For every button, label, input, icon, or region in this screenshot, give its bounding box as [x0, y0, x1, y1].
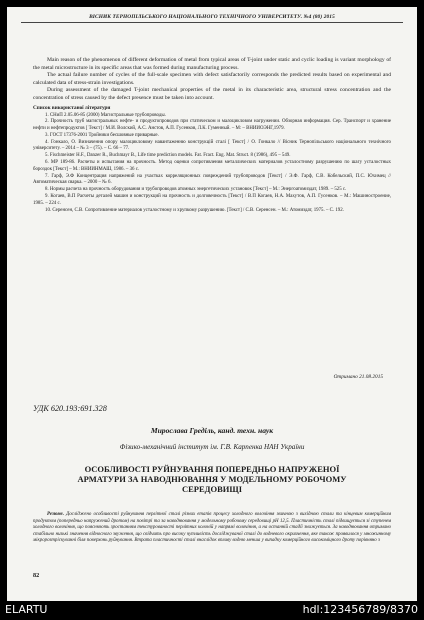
- article-title: ОСОБЛИВОСТІ РУЙНУВАННЯ ПОПЕРЕДНЬО НАПРУЖЕНОЇ АРМАТУРИ ЗА НАВОДНЮВАННЯ У МОДЕЛЬНОМУ РОБОЧОМУ СЕРЕДОВИЩІ: [77, 464, 347, 494]
- paragraph: The actual failure number of cycles of the full-scale specimen with defect satisfactorily corresponds the predicted results based on experimental and calculated data of stress-strain investigations.: [33, 72, 391, 86]
- references-list: [33, 113, 391, 215]
- abstract-label: Резюме.: [47, 512, 64, 517]
- abstract-text: Досліджено особливості руйнування перлітної сталі різних етапів процесу холодного волочіння звичною з вихідною стали та кінцевим комерційним продуктом (попередньо напружений дротом) на повітрі та за наводнювання у модельному робочому середовищі pH 12,5. Пластичність сталі підвищується зі ступенем холодного волочіння, що пояснюють зростанням текстурованості перлітних колоній у напрямі волочіння, а на останній стадії знижується. За наводнювання отримано стабільно низькі значення відносного звуження, що свідчить про високу чутливість досліджуваної сталі до водневого окрихчення, яке також проявилося у множинному мікророзтріскуванні біля поверхонь руйнування. Втрата пластичності сталі внаслідок впливу водню менша у випадку комерційного високоміцного дроту порівняно з: [33, 512, 391, 544]
- reference-item: 5. Fischmeister H.F., Danzer R., Buchmayr B., Life time prediction models. Fat. Fract. Eng. Mat. Struct. 8 (1986), 495 – 549.: [45, 153, 291, 159]
- reference-item: 10. Серенсен, С.В. Сопротивление материалов усталостному и хрупкому разрушению. [Текст] / С.В. Серенсен. – М.: Атомиздат, 1975. – С. 192.: [45, 207, 344, 213]
- reference-item: 4. Гонкало, О. Визначення опору малоцикловому навантаженню конструкцій сталі [ Текст] / О. Гонкало // Вісник Тернопільського національного технічного університету. – 2014 – № 3 – (75). – С. 66 – 77.: [33, 139, 391, 152]
- reference-item: 2. Прочность труб магистральных нефте- и продуктопроводов при статическом и малоцикловом нагружении. Обзорная информация. Сер. Транспорт и хранение нефти и нефтепродуктов [ Текст] / М.И. Волский, А.С. Анстов, А.П. Гусенков, Л.К. Гуменный. – М: – ВНИИОЭНГ,1979.: [33, 119, 391, 132]
- article-content: [33, 57, 391, 214]
- journal-header: ВІСНИК ТЕРНОПІЛЬСЬКОГО НАЦІОНАЛЬНОГО ТЕХНІЧНОГО УНІВЕРСИТЕТУ. №4 (80) 2015: [21, 14, 403, 23]
- reference-item: 7. Гарф, Э.Ф Концентрация напряжений на участках корреляционных повреждений трубопроводов [Текст] / Э.Ф. Гарф, С.В. Кобельский, П.С. Юхимец // Автоматическая сварка. – 2000 – № 6.: [33, 173, 391, 186]
- document-page: [7, 7, 417, 601]
- reference-item: 1. СНиП 2.05.06-85 (2000) Магистральные трубопроводы.: [45, 112, 166, 118]
- author-name: Мирослава Греділь, канд. техн. наук: [150, 426, 274, 435]
- author-affiliation: Фізико-механічний інститут ім. Г.В. Карпенка НАН України: [119, 443, 305, 451]
- footer-handle-id: hdl:123456789/8370: [302, 603, 418, 616]
- page-number: 82: [33, 572, 40, 579]
- reference-item: 6. МР 189-86. Расчеты и испытания на прочность. Метод оценки сопротивления металлических материалов усталостному разрушению по шагу усталостных бороздок [Текст] – М.: ВНИИНМАШ, 1986. – 36 с.: [33, 160, 391, 172]
- abstract: [33, 512, 391, 545]
- paragraph: During assessment of the damaged T-joint mechanical properties of the metal in its characteristic area, structural stress concentration and the concentration of stress caused by the defect presence must be taken into account.: [33, 87, 391, 101]
- reference-item: 8. Нормы расчета на прочность оборудования и трубопроводов атомных энергетических установок [Текст] – М.: Энергоатомиздат, 1989. – 525 с.: [45, 187, 347, 193]
- paragraph: Main reason of the phenomenon of different deformation of metal from typical areas of T-joint under static and cyclic loading is variant morphology of the metal microstructure in its specific areas that was formed during manufacturing process.: [33, 57, 391, 71]
- references-title: Список використаної літератури: [33, 105, 111, 111]
- received-date: Отримано 21.08.2015: [333, 374, 383, 380]
- udc-code: УДК 620.193:691.328: [33, 404, 107, 413]
- reference-item: 9. Когаев, В.П Расчеты деталей машин и конструкций на прочность и долговечность [Текст] / В.П Когаев, Н.А. Махутов, А.П. Гусенков. – М.: Машиностроение, 1985. – 224 с.: [33, 194, 391, 206]
- footer-repository-label: ELARTU: [5, 603, 48, 616]
- reference-item: 3. ГОСТ 17376-2001 Тройники бесшовные приварные.: [45, 132, 159, 138]
